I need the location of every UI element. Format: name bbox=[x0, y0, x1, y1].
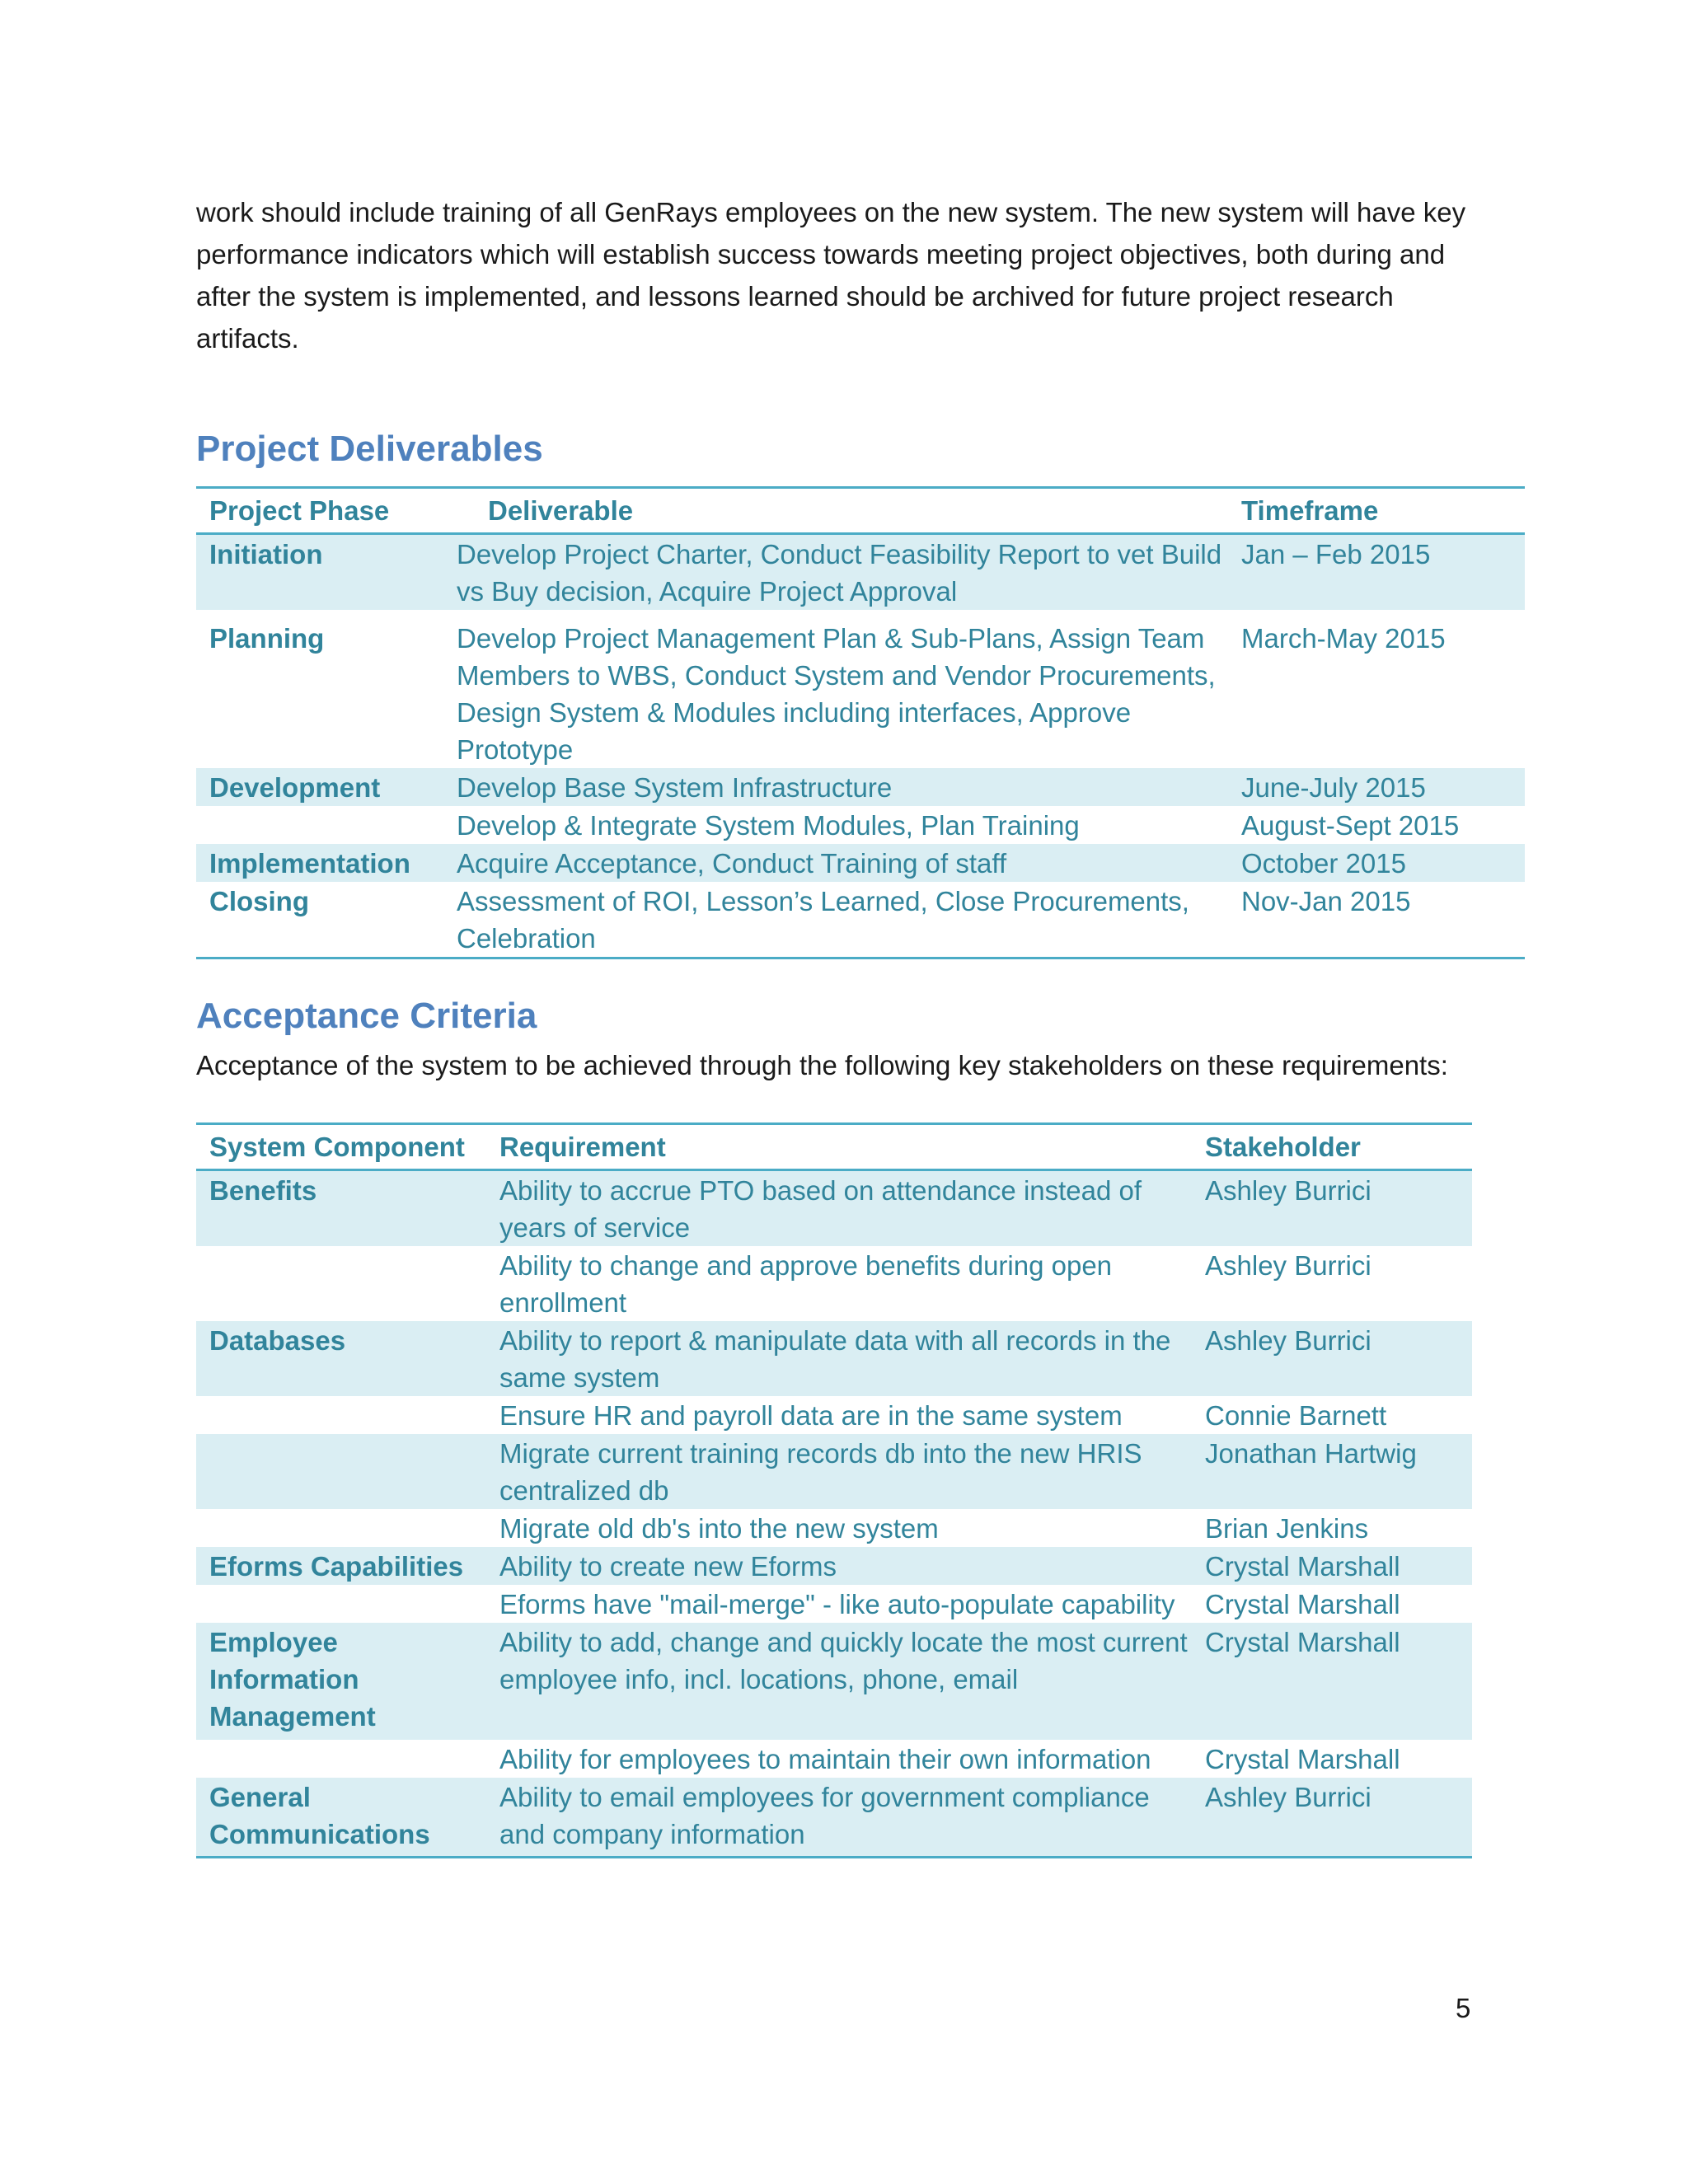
component-cell bbox=[196, 1246, 486, 1321]
component-cell: General Communications bbox=[196, 1778, 486, 1858]
table-row bbox=[196, 768, 1525, 806]
phase-cell bbox=[196, 806, 443, 844]
stakeholder-cell: Brian Jenkins bbox=[1205, 1513, 1369, 1544]
table-row bbox=[196, 1509, 1472, 1547]
timeframe-cell: October 2015 bbox=[1228, 844, 1525, 882]
stakeholder-cell: Connie Barnett bbox=[1205, 1400, 1387, 1431]
phase-cell: Closing bbox=[209, 886, 309, 916]
phase-cell: Initiation bbox=[196, 534, 443, 611]
stakeholder-cell: Ashley Burrici bbox=[1205, 1250, 1372, 1281]
timeframe-cell: August-Sept 2015 bbox=[1241, 810, 1460, 841]
timeframe-cell: June-July 2015 bbox=[1228, 768, 1525, 806]
table-row bbox=[196, 1623, 1472, 1740]
component-cell: Employee Information Management bbox=[196, 1623, 486, 1740]
timeframe-cell: Nov-Jan 2015 bbox=[1241, 886, 1411, 916]
deliverable-cell: Acquire Acceptance, Conduct Training of staff bbox=[443, 844, 1228, 882]
requirement-cell: Ability to change and approve benefits during open enrollment bbox=[499, 1250, 1113, 1318]
requirement-cell: Ability to report & manipulate data with all records in the same system bbox=[486, 1321, 1192, 1396]
table-row bbox=[196, 844, 1525, 882]
col-header-requirement: Requirement bbox=[499, 1132, 666, 1162]
component-cell: Benefits bbox=[196, 1170, 486, 1247]
col-header-phase: Project Phase bbox=[209, 495, 390, 526]
deliverables-table bbox=[196, 486, 1525, 959]
col-header-component: System Component bbox=[209, 1132, 465, 1162]
component-cell bbox=[196, 1396, 486, 1434]
stakeholder-cell: Ashley Burrici bbox=[1192, 1778, 1472, 1858]
timeframe-cell: March-May 2015 bbox=[1241, 623, 1446, 654]
stakeholder-cell: Ashley Burrici bbox=[1192, 1321, 1472, 1396]
acceptance-heading: Acceptance Criteria bbox=[196, 996, 537, 1036]
col-header-timeframe: Timeframe bbox=[1241, 495, 1379, 526]
col-header-deliverable: Deliverable bbox=[488, 495, 634, 526]
table-row bbox=[196, 882, 1525, 958]
requirement-cell: Eforms have "mail-merge" - like auto-populate capability bbox=[499, 1589, 1175, 1619]
deliverables-header-row bbox=[196, 488, 1525, 534]
table-row bbox=[196, 534, 1525, 611]
deliverable-cell: Develop Project Management Plan & Sub-Plans, Assign Team Members to WBS, Conduct System and Vendor Procurements, Design System & Modules including interfaces, Approve Prototype bbox=[457, 623, 1216, 765]
table-row bbox=[196, 1396, 1472, 1434]
acceptance-intro: Acceptance of the system to be achieved through the following key stakeholders on these requirements: bbox=[196, 1050, 1448, 1080]
requirement-cell: Ability to accrue PTO based on attendance instead of years of service bbox=[486, 1170, 1192, 1247]
table-row bbox=[196, 1170, 1472, 1247]
deliverables-heading: Project Deliverables bbox=[196, 429, 543, 469]
stakeholder-cell: Crystal Marshall bbox=[1205, 1589, 1400, 1619]
component-cell bbox=[196, 1509, 486, 1547]
requirement-cell: Ability for employees to maintain their own information bbox=[499, 1744, 1151, 1774]
table-row bbox=[196, 1740, 1472, 1778]
stakeholder-cell: Ashley Burrici bbox=[1192, 1170, 1472, 1247]
deliverable-cell: Develop & Integrate System Modules, Plan Training bbox=[457, 810, 1080, 841]
intro-paragraph: work should include training of all GenRays employees on the new system. The new system will have key performance indicators which will establish success towards meeting project objectives, both during and after the system is implemented, and lessons learned should be archived for future project research artifacts. bbox=[196, 197, 1466, 354]
table-row bbox=[196, 1246, 1472, 1321]
acceptance-table bbox=[196, 1122, 1472, 1858]
col-header-stakeholder: Stakeholder bbox=[1205, 1132, 1361, 1162]
requirement-cell: Ability to create new Eforms bbox=[486, 1547, 1192, 1585]
phase-cell: Planning bbox=[209, 623, 325, 654]
requirement-cell: Ability to email employees for government compliance and company information bbox=[486, 1778, 1192, 1858]
table-row bbox=[196, 610, 1525, 768]
requirement-cell: Ensure HR and payroll data are in the same system bbox=[499, 1400, 1123, 1431]
requirement-cell: Ability to add, change and quickly locate the most current employee info, incl. locations, phone, email bbox=[486, 1623, 1192, 1740]
table-row bbox=[196, 1547, 1472, 1585]
table-row bbox=[196, 1321, 1472, 1396]
deliverable-cell: Assessment of ROI, Lesson’s Learned, Close Procurements, Celebration bbox=[457, 886, 1189, 954]
stakeholder-cell: Crystal Marshall bbox=[1205, 1744, 1400, 1774]
table-row bbox=[196, 1778, 1472, 1858]
stakeholder-cell: Crystal Marshall bbox=[1192, 1623, 1472, 1740]
timeframe-cell: Jan – Feb 2015 bbox=[1228, 534, 1525, 611]
phase-cell: Development bbox=[196, 768, 443, 806]
table-row bbox=[196, 806, 1525, 844]
requirement-cell: Migrate current training records db into the new HRIS centralized db bbox=[486, 1434, 1192, 1509]
table-row bbox=[196, 1434, 1472, 1509]
component-cell bbox=[196, 1740, 486, 1778]
stakeholder-cell: Crystal Marshall bbox=[1192, 1547, 1472, 1585]
component-cell bbox=[196, 1434, 486, 1509]
page-number: 5 bbox=[1456, 1993, 1471, 2023]
component-cell: Databases bbox=[196, 1321, 486, 1396]
deliverable-cell: Develop Base System Infrastructure bbox=[443, 768, 1228, 806]
component-cell: Eforms Capabilities bbox=[196, 1547, 486, 1585]
deliverable-cell: Develop Project Charter, Conduct Feasibility Report to vet Build vs Buy decision, Acquire Project Approval bbox=[443, 534, 1228, 611]
requirement-cell: Migrate old db's into the new system bbox=[499, 1513, 939, 1544]
component-cell bbox=[196, 1585, 486, 1623]
acceptance-header-row bbox=[196, 1124, 1472, 1170]
stakeholder-cell: Jonathan Hartwig bbox=[1192, 1434, 1472, 1509]
phase-cell: Implementation bbox=[196, 844, 443, 882]
table-row bbox=[196, 1585, 1472, 1623]
